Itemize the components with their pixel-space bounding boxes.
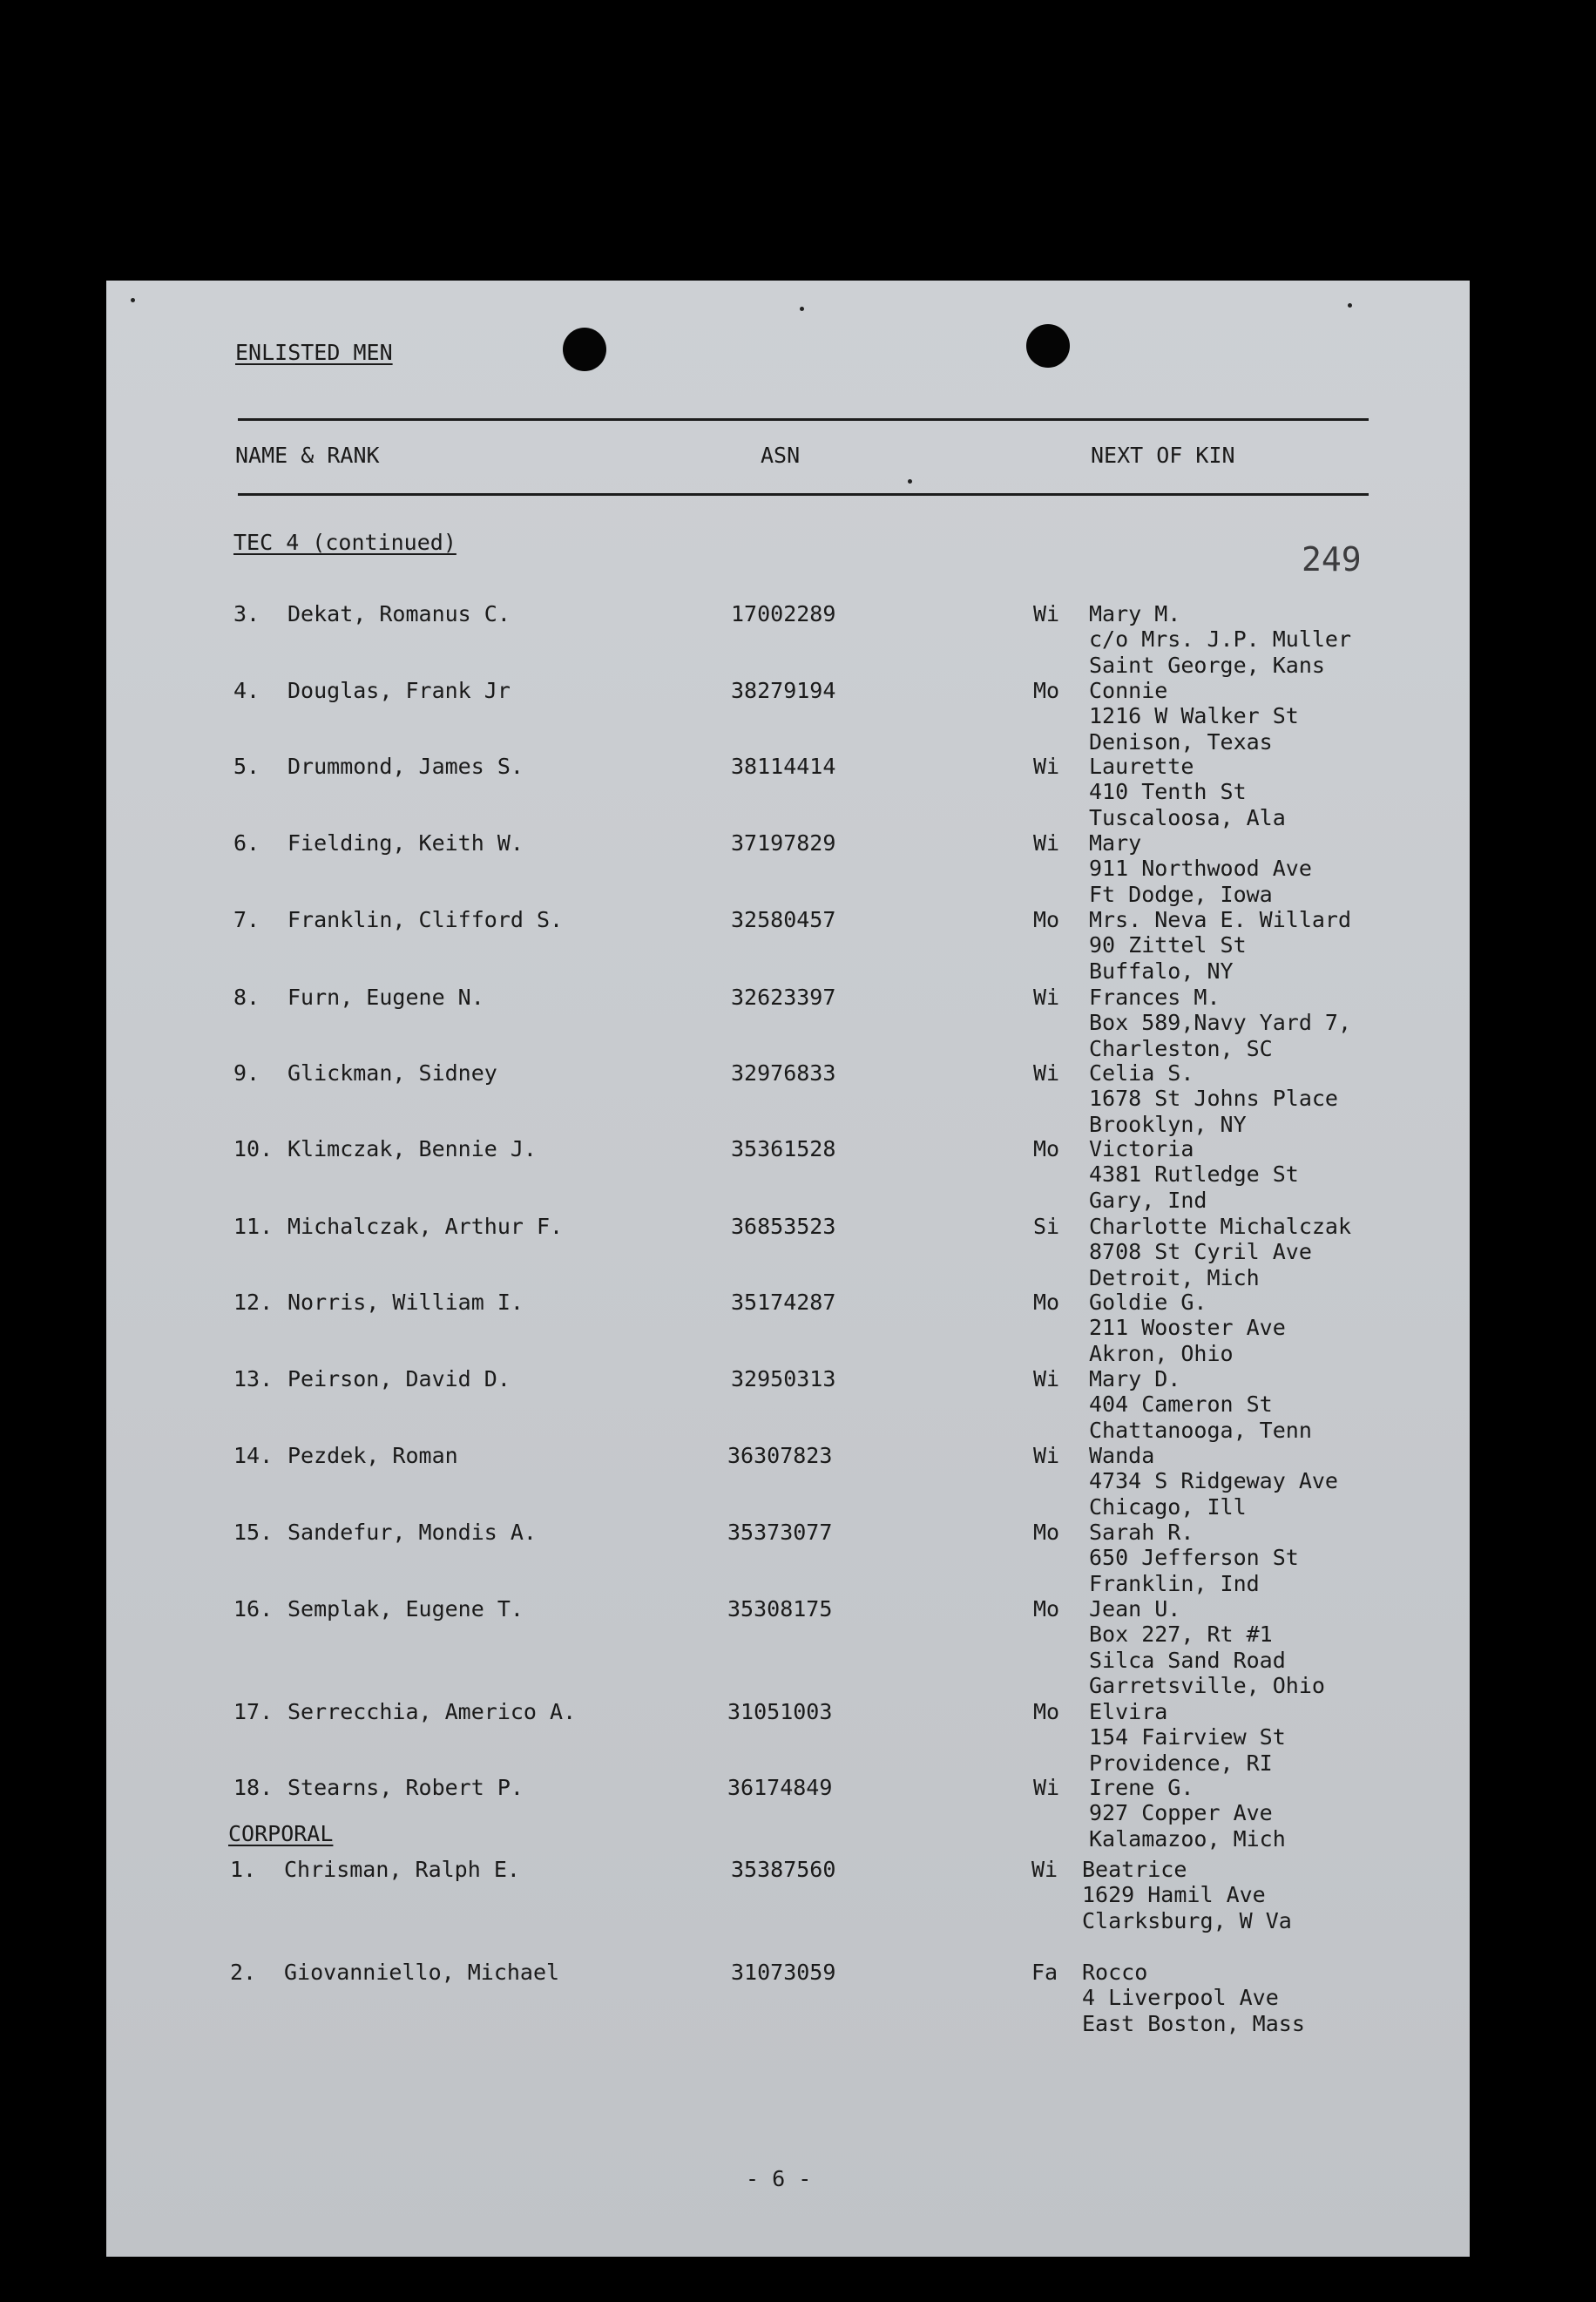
entry-relationship: Wi: [1031, 1857, 1058, 1882]
next-of-kin-line: Clarksburg, W Va: [1082, 1907, 1292, 1933]
next-of-kin-line: Victoria: [1089, 1136, 1194, 1161]
entry-number: 15.: [233, 1520, 274, 1545]
entry-relationship: Mo: [1033, 1290, 1060, 1315]
header-rule-bottom: [238, 493, 1369, 496]
entry-relationship: Wi: [1033, 1775, 1060, 1800]
next-of-kin-line: 410 Tenth St: [1089, 779, 1247, 805]
entry-number: 2.: [230, 1960, 257, 1985]
speck: [1348, 303, 1352, 308]
entry-number: 5.: [233, 754, 260, 779]
entry-asn: 32950313: [731, 1366, 836, 1391]
entry-name: Semplak, Eugene T.: [287, 1596, 524, 1622]
next-of-kin-line: Tuscaloosa, Ala: [1089, 804, 1286, 830]
next-of-kin-line: Akron, Ohio: [1089, 1340, 1234, 1366]
next-of-kin-line: Gary, Ind: [1089, 1187, 1207, 1213]
next-of-kin-line: Providence, RI: [1089, 1750, 1273, 1776]
column-header-name-rank: NAME & RANK: [235, 443, 380, 468]
entry-relationship: Wi: [1033, 1443, 1060, 1468]
page-number: - 6 -: [746, 2166, 812, 2191]
entry-relationship: Wi: [1033, 1060, 1060, 1086]
entry-number: 10.: [233, 1136, 274, 1161]
entry-name: Furn, Eugene N.: [287, 985, 484, 1010]
next-of-kin-line: 404 Cameron St: [1089, 1391, 1273, 1418]
entry-asn: 36853523: [731, 1214, 836, 1239]
entry-asn: 32580457: [731, 907, 836, 932]
entry-name: Serrecchia, Americo A.: [287, 1699, 577, 1724]
entry-name: Sandefur, Mondis A.: [287, 1520, 537, 1545]
entry-relationship: Mo: [1033, 1596, 1060, 1622]
next-of-kin-line: Goldie G.: [1089, 1290, 1207, 1315]
entry-name: Douglas, Frank Jr: [287, 678, 511, 703]
entry-asn: 38114414: [731, 754, 836, 779]
entry-name: Franklin, Clifford S.: [287, 907, 564, 932]
entry-asn: 35174287: [731, 1290, 836, 1315]
next-of-kin-line: Kalamazoo, Mich: [1089, 1825, 1286, 1852]
next-of-kin-line: Mary: [1089, 830, 1142, 856]
next-of-kin-line: 1629 Hamil Ave: [1082, 1882, 1266, 1908]
entry-relationship: Mo: [1033, 1136, 1060, 1161]
next-of-kin-line: Saint George, Kans: [1089, 652, 1325, 678]
next-of-kin-line: Elvira: [1089, 1699, 1168, 1724]
entry-asn: 36307823: [727, 1443, 833, 1468]
entry-name: Glickman, Sidney: [287, 1060, 497, 1086]
speck: [131, 298, 135, 302]
entry-relationship: Wi: [1033, 1366, 1060, 1391]
entry-number: 16.: [233, 1596, 274, 1622]
document-page: [106, 281, 1470, 2257]
next-of-kin-line: Chicago, Ill: [1089, 1493, 1247, 1520]
entry-relationship: Si: [1033, 1214, 1060, 1239]
next-of-kin-line: Irene G.: [1089, 1775, 1194, 1800]
group-heading: CORPORAL: [228, 1821, 334, 1846]
entry-relationship: Fa: [1031, 1960, 1058, 1985]
next-of-kin-line: 1216 W Walker St: [1089, 703, 1299, 729]
next-of-kin-line: Connie: [1089, 678, 1168, 703]
next-of-kin-line: Rocco: [1082, 1960, 1148, 1985]
entry-asn: 37197829: [731, 830, 836, 856]
entry-asn: 35387560: [731, 1857, 836, 1882]
entry-relationship: Mo: [1033, 1699, 1060, 1724]
next-of-kin-line: Mary D.: [1089, 1366, 1181, 1391]
next-of-kin-line: Ft Dodge, Iowa: [1089, 881, 1273, 907]
entry-number: 3.: [233, 601, 260, 626]
speck: [908, 479, 912, 484]
entry-asn: 35308175: [727, 1596, 833, 1622]
entry-asn: 17002289: [731, 601, 836, 626]
entry-relationship: Mo: [1033, 678, 1060, 703]
entry-number: 4.: [233, 678, 260, 703]
entry-name: Stearns, Robert P.: [287, 1775, 524, 1800]
speck: [800, 307, 804, 311]
next-of-kin-line: Box 589,Navy Yard 7,: [1089, 1010, 1352, 1036]
next-of-kin-line: 911 Northwood Ave: [1089, 856, 1312, 882]
next-of-kin-line: 90 Zittel St: [1089, 932, 1247, 958]
entry-asn: 38279194: [731, 678, 836, 703]
entry-number: 1.: [230, 1857, 257, 1882]
next-of-kin-line: Detroit, Mich: [1089, 1264, 1260, 1290]
entry-name: Fielding, Keith W.: [287, 830, 524, 856]
next-of-kin-line: Wanda: [1089, 1443, 1155, 1468]
next-of-kin-line: Denison, Texas: [1089, 728, 1273, 755]
next-of-kin-line: Garretsville, Ohio: [1089, 1672, 1325, 1698]
entry-number: 9.: [233, 1060, 260, 1086]
entry-name: Klimczak, Bennie J.: [287, 1136, 537, 1161]
entry-asn: 35373077: [727, 1520, 833, 1545]
next-of-kin-line: Chattanooga, Tenn: [1089, 1417, 1312, 1443]
entry-number: 13.: [233, 1366, 274, 1391]
entry-relationship: Mo: [1033, 1520, 1060, 1545]
entry-number: 7.: [233, 907, 260, 932]
entry-name: Drummond, James S.: [287, 754, 524, 779]
column-header-next-of-kin: NEXT OF KIN: [1091, 443, 1235, 468]
entry-relationship: Wi: [1033, 830, 1060, 856]
archive-stamp-number: 249: [1302, 540, 1362, 579]
entry-number: 6.: [233, 830, 260, 856]
entry-asn: 32976833: [731, 1060, 836, 1086]
entry-relationship: Wi: [1033, 754, 1060, 779]
next-of-kin-line: Jean U.: [1089, 1596, 1181, 1622]
entry-name: Pezdek, Roman: [287, 1443, 458, 1468]
entry-number: 12.: [233, 1290, 274, 1315]
next-of-kin-line: 1678 St Johns Place: [1089, 1086, 1338, 1112]
entry-relationship: Mo: [1033, 907, 1060, 932]
next-of-kin-line: Franklin, Ind: [1089, 1570, 1260, 1596]
next-of-kin-line: 4381 Rutledge St: [1089, 1161, 1299, 1188]
entry-relationship: Wi: [1033, 985, 1060, 1010]
next-of-kin-line: Sarah R.: [1089, 1520, 1194, 1545]
next-of-kin-line: Laurette: [1089, 754, 1194, 779]
next-of-kin-line: 8708 St Cyril Ave: [1089, 1239, 1312, 1265]
entry-name: Michalczak, Arthur F.: [287, 1214, 564, 1239]
entry-relationship: Wi: [1033, 601, 1060, 626]
entry-asn: 31051003: [727, 1699, 833, 1724]
entry-name: Giovanniello, Michael: [284, 1960, 560, 1985]
punch-hole-left: [563, 328, 606, 371]
section-title: ENLISTED MEN: [235, 340, 393, 365]
entry-asn: 32623397: [731, 985, 836, 1010]
entry-number: 14.: [233, 1443, 274, 1468]
entry-asn: 36174849: [727, 1775, 833, 1800]
next-of-kin-line: 4 Liverpool Ave: [1082, 1985, 1279, 2011]
next-of-kin-line: 154 Fairview St: [1089, 1724, 1286, 1750]
next-of-kin-line: Buffalo, NY: [1089, 958, 1234, 984]
next-of-kin-line: Brooklyn, NY: [1089, 1111, 1247, 1137]
next-of-kin-line: Mary M.: [1089, 601, 1181, 626]
entry-name: Norris, William I.: [287, 1290, 524, 1315]
next-of-kin-line: 211 Wooster Ave: [1089, 1315, 1286, 1341]
entry-asn: 31073059: [731, 1960, 836, 1985]
next-of-kin-line: Mrs. Neva E. Willard: [1089, 907, 1352, 932]
entry-name: Dekat, Romanus C.: [287, 601, 511, 626]
next-of-kin-line: Beatrice: [1082, 1857, 1187, 1882]
entry-number: 8.: [233, 985, 260, 1010]
punch-hole-right: [1026, 324, 1070, 368]
group-heading: TEC 4 (continued): [233, 530, 456, 555]
entry-name: Chrisman, Ralph E.: [284, 1857, 520, 1882]
next-of-kin-line: c/o Mrs. J.P. Muller: [1089, 626, 1352, 653]
entry-number: 11.: [233, 1214, 274, 1239]
next-of-kin-line: 927 Copper Ave: [1089, 1800, 1273, 1826]
entry-number: 17.: [233, 1699, 274, 1724]
next-of-kin-line: Charleston, SC: [1089, 1035, 1273, 1061]
next-of-kin-line: Charlotte Michalczak: [1089, 1214, 1352, 1239]
next-of-kin-line: Box 227, Rt #1: [1089, 1622, 1273, 1648]
column-header-asn: ASN: [761, 443, 801, 468]
next-of-kin-line: East Boston, Mass: [1082, 2010, 1305, 2036]
next-of-kin-line: 650 Jefferson St: [1089, 1545, 1299, 1571]
entry-asn: 35361528: [731, 1136, 836, 1161]
header-rule-top: [238, 418, 1369, 421]
next-of-kin-line: Frances M.: [1089, 985, 1221, 1010]
entry-number: 18.: [233, 1775, 274, 1800]
next-of-kin-line: 4734 S Ridgeway Ave: [1089, 1468, 1338, 1494]
next-of-kin-line: Celia S.: [1089, 1060, 1194, 1086]
entry-name: Peirson, David D.: [287, 1366, 511, 1391]
next-of-kin-line: Silca Sand Road: [1089, 1647, 1286, 1673]
